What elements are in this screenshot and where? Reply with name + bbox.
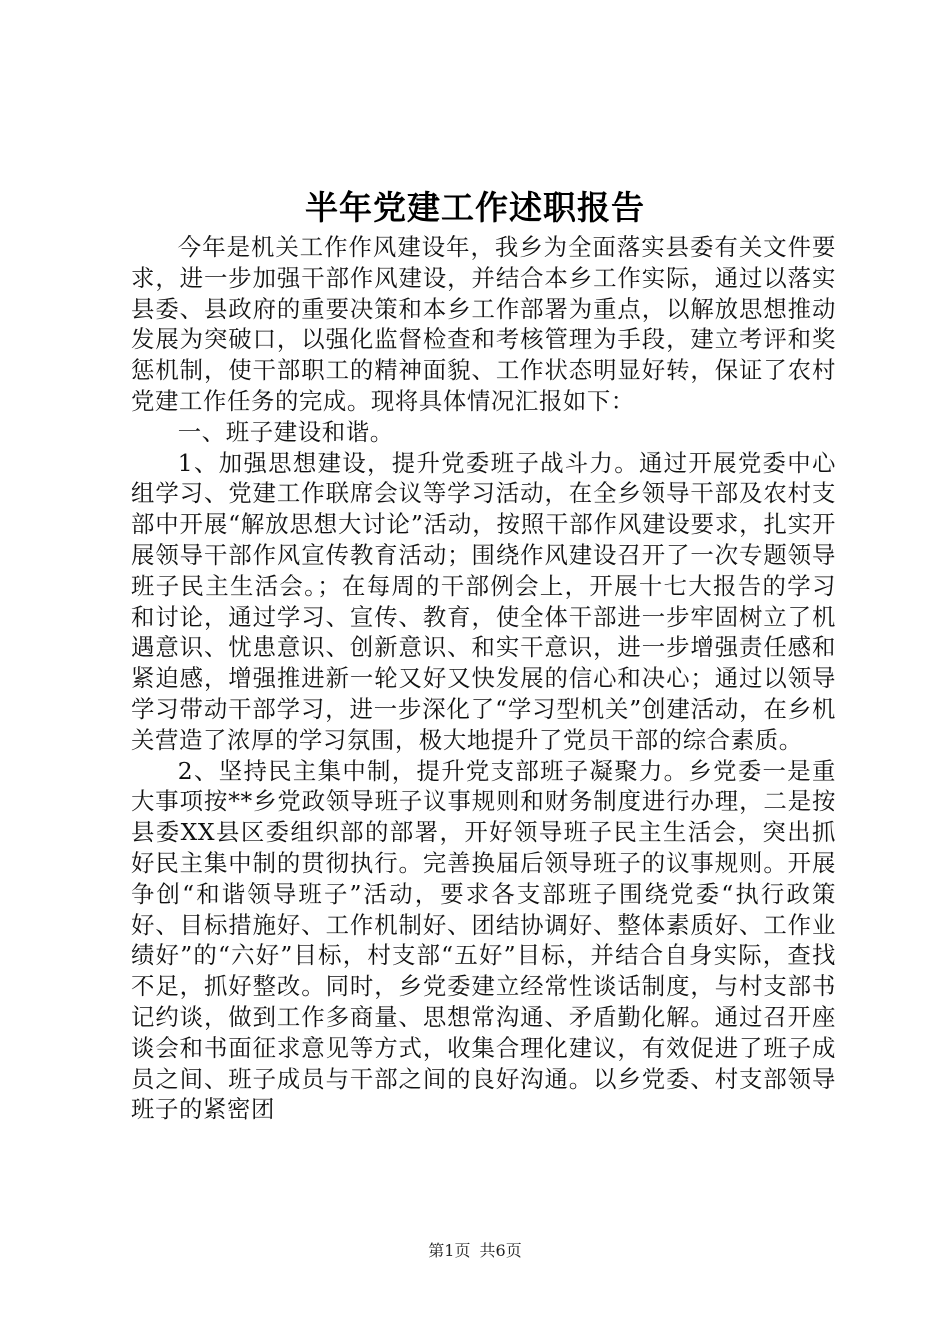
paragraph-item-2: 2、坚持民主集中制，提升党支部班子凝聚力。乡党委一是重大事项按**乡党政领导班子议事规则和财务制度进行办理，二是按县委XX县区委组织部的部署，开好领导班子民主生活会，突出抓好民主集中制的贯彻执行。完善换届后领导班子的议事规则。开展争创“和谐领导班子”活动，要求各支部班子围绕党委“执行政策好、目标措施好、工作机制好、团结协调好、整体素质好、工作业绩好”的“六好”目标，村支部“五好”目标，并结合自身实际，查找不足，抓好整改。同时，乡党委建立经常性谈话制度，与村支部书记约谈，做到工作多商量、思想常沟通、矛盾勤化解。通过召开座谈会和书面征求意见等方式，收集合理化建议，有效促进了班子成员之间、班子成员与干部之间的良好沟通。以乡党委、村支部领导班子的紧密团	[131, 756, 836, 1124]
section-heading-1: 一、班子建设和谐。	[177, 417, 394, 446]
paragraph-intro: 今年是机关工作作风建设年，我乡为全面落实县委有关文件要求，进一步加强干部作风建设，并结合本乡工作实际，通过以落实县委、县政府的重要决策和本乡工作部署为重点，以解放思想推动发展为突破口，以强化监督检查和考核管理为手段，建立考评和奖惩机制，使干部职工的精神面貌、工作状态明显好转，保证了农村党建工作任务的完成。现将具体情况汇报如下：	[131, 233, 836, 415]
page-footer	[0, 1239, 950, 1263]
document-body	[131, 232, 836, 1125]
paragraph-item-1: 1、加强思想建设，提升党委班子战斗力。通过开展党委中心组学习、党建工作联席会议等学习活动，在全乡领导干部及农村支部中开展“解放思想大讨论”活动，按照干部作风建设要求，扎实开展领导干部作风宣传教育活动；围绕作风建设召开了一次专题领导班子民主生活会。；在每周的干部例会上，开展十七大报告的学习和讨论，通过学习、宣传、教育，使全体干部进一步牢固树立了机遇意识、忧患意识、创新意识、和实干意识，进一步增强责任感和紧迫感，增强推进新一轮又好又快发展的信心和决心；通过以领导学习带动干部学习，进一步深化了“学习型机关”创建活动，在乡机关营造了浓厚的学习氛围，极大地提升了党员干部的综合素质。	[131, 448, 836, 754]
page-total: 共6页	[479, 1241, 522, 1260]
document-title: 半年党建工作述职报告	[305, 188, 645, 227]
page-number: 第1页	[428, 1241, 471, 1260]
